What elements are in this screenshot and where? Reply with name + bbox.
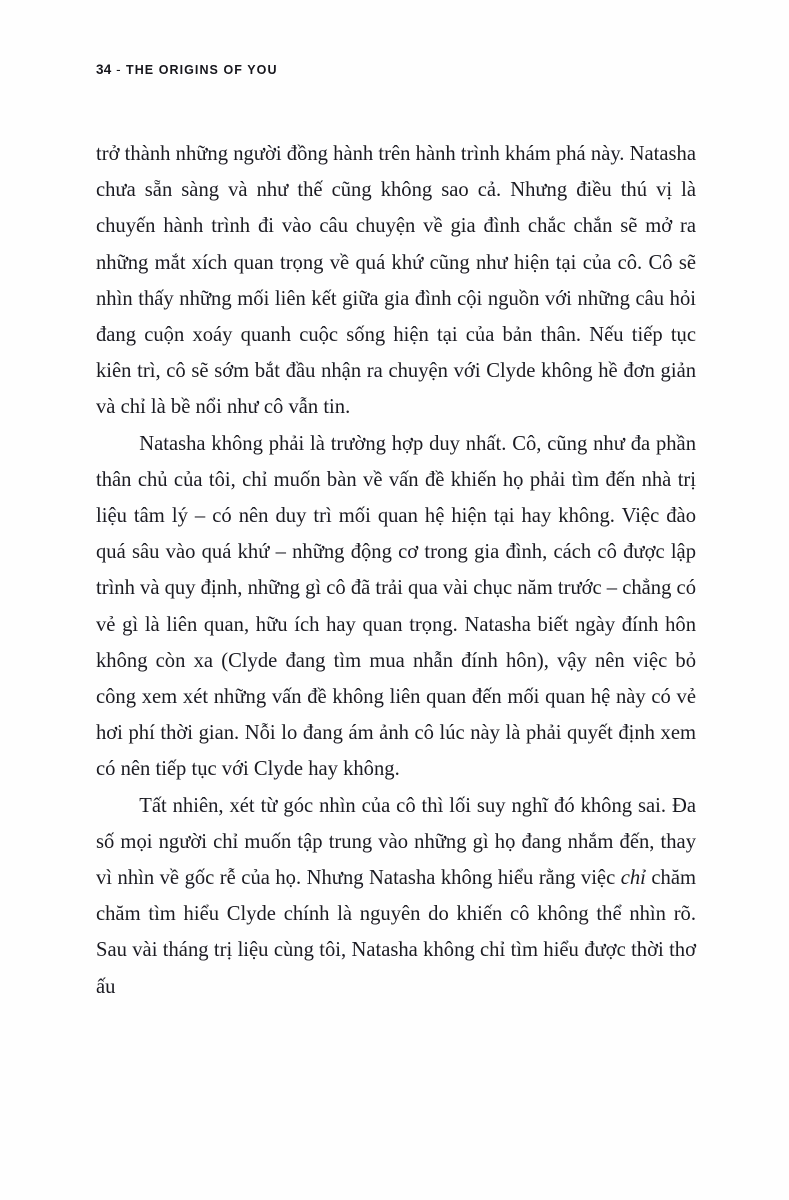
paragraph <box>96 788 696 1005</box>
paragraph-segment-emphasis: chỉ <box>620 867 646 890</box>
book-title: THE ORIGINS OF YOU <box>126 63 278 77</box>
paragraph-segment: Tất nhiên, xét từ góc nhìn của cô thì lối suy nghĩ đó không sai. Đa số mọi người chỉ muốn tập trung vào những gì họ đang nhắm đến, thay vì nhìn về gốc rễ của họ. Nhưng Natasha không hiểu rằng việc <box>96 794 696 890</box>
paragraph: Natasha không phải là trường hợp duy nhất. Cô, cũng như đa phần thân chủ của tôi, chỉ muốn bàn về vấn đề khiến họ phải tìm đến nhà trị liệu tâm lý – có nên duy trì mối quan hệ hiện tại hay không. Việc đào quá sâu vào quá khứ – những động cơ trong gia đình, cách cô được lập trình và quy định, những gì cô đã trải qua vài chục năm trước – chẳng có vẻ gì là liên quan, hữu ích hay quan trọng. Natasha biết ngày đính hôn không còn xa (Clyde đang tìm mua nhẫn đính hôn), vậy nên việc bỏ công xem xét những vấn đề không liên quan đến mối quan hệ này có vẻ hơi phí thời gian. Nỗi lo đang ám ảnh cô lúc này là phải quyết định xem có nên tiếp tục với Clyde hay không. <box>96 432 696 781</box>
page-number: 34 <box>96 62 112 77</box>
running-head <box>96 62 693 77</box>
paragraph-segment: chăm chăm tìm hiểu Clyde chính là nguyên do khiến cô không thể nhìn rõ. Sau vài tháng trị liệu cùng tôi, Natasha không chỉ tìm hiểu được thời thơ ấu <box>96 867 696 998</box>
paragraph: trở thành những người đồng hành trên hành trình khám phá này. Natasha chưa sẵn sàng và như thế cũng không sao cả. Nhưng điều thú vị là chuyến hành trình đi vào câu chuyện về gia đình chắc chắn sẽ mở ra những mắt xích quan trọng về quá khứ cũng như hiện tại của cô. Cô sẽ nhìn thấy những mối liên kết giữa gia đình cội nguồn với những câu hỏi đang cuộn xoáy quanh cuộc sống hiện tại của bản thân. Nếu tiếp tục kiên trì, cô sẽ sớm bắt đầu nhận ra chuyện với Clyde không hề đơn giản và chỉ là bề nổi như cô vẫn tin. <box>96 143 696 419</box>
body-text-block <box>96 136 696 1005</box>
running-head-separator: - <box>111 62 126 77</box>
